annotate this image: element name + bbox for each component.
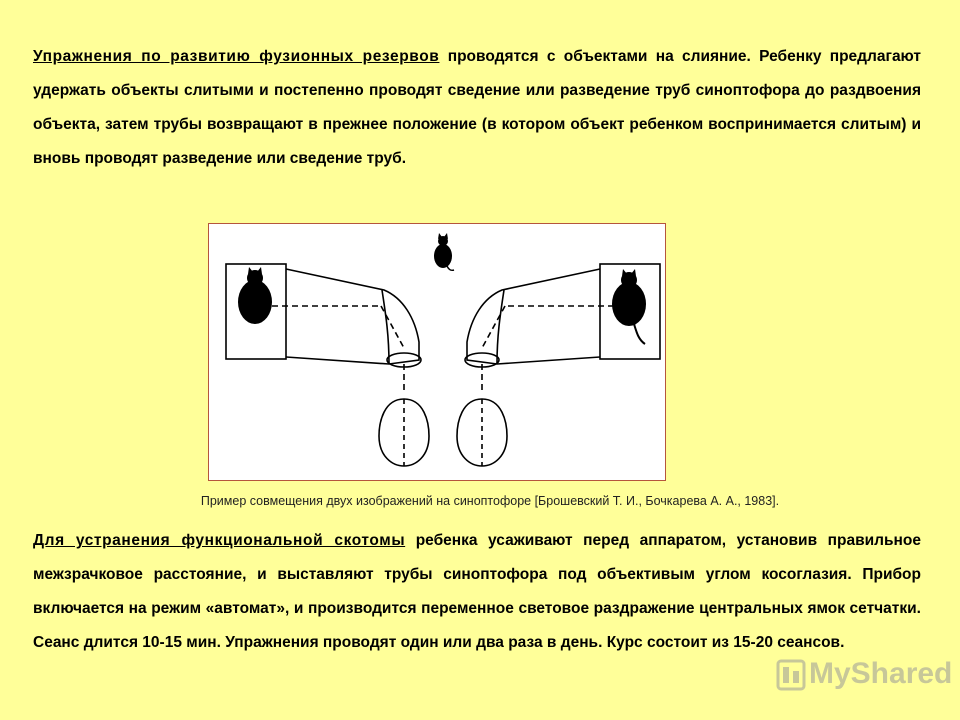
paragraph-body-scotoma: ребенка усаживают перед аппаратом, установив правильное межзрачковое расстояние, и выставляют трубы синоптофора под объективым углом косоглазия. Прибор включается на режим «автомат», и производится переменное световое раздражение центральных ямок сетчатки. Сеанс длится 10-15 мин. Упражнения проводят один или два раза в день. Курс состоит из 15-20 сеансов.: [33, 532, 921, 651]
fused-cat-body: [434, 244, 452, 268]
left-tube-outline: [286, 269, 419, 364]
fused-cat-tail: [447, 266, 454, 270]
right-cat-tail: [634, 324, 645, 344]
left-tube-bend: [382, 290, 389, 364]
synoptophore-figure: [208, 223, 666, 481]
synoptophore-diagram: [209, 224, 667, 482]
right-cat-body: [612, 282, 646, 326]
myshared-logo-icon: [775, 655, 807, 695]
right-tube-outline: [467, 269, 600, 364]
paragraph-fusion-reserves: [33, 40, 921, 176]
left-cat-body: [238, 280, 272, 324]
paragraph-lead-fusion: Упражнения по развитию фузионных резервов: [33, 48, 440, 65]
paragraph-body-fusion: проводятся с объектами на слияние. Ребенку предлагают удержать объекты слитыми и постепенно проводят сведение или разведение труб синоптофора до раздвоения объекта, затем трубы возвращают в прежнее положение (в котором объект ребенком воспринимается слитым) и вновь проводят разведение или сведение труб.: [33, 48, 922, 167]
figure-caption: Пример совмещения двух изображений на синоптофоре [Брошевский Т. И., Бочкарева А. А., 1983].: [200, 494, 780, 508]
paragraph-functional-scotoma: [33, 524, 921, 660]
myshared-watermark: [775, 655, 953, 695]
watermark-text: MyShared: [809, 657, 953, 690]
right-tube-bend: [497, 290, 504, 364]
paragraph-lead-scotoma: Для устранения функциональной скотомы: [33, 532, 406, 549]
